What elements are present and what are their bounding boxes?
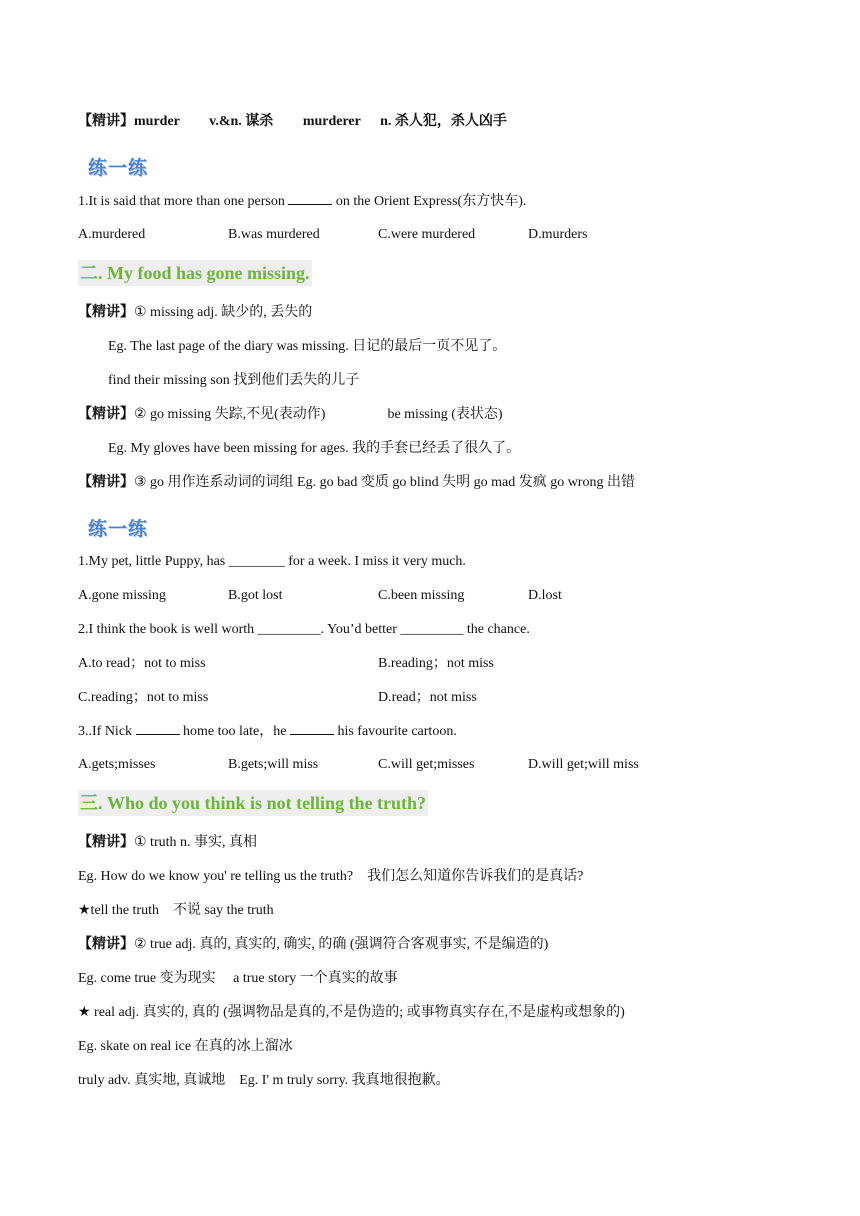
practice-label: 练一练 xyxy=(88,518,149,540)
jingjiang-tag: 【精讲】 xyxy=(78,114,134,129)
option-a: A.to read；not to miss xyxy=(78,656,206,671)
option-d: D.read；not miss xyxy=(378,690,477,705)
question-1-puppy: 1.My pet, little Puppy, has ________ for a week. I miss it very much. xyxy=(78,554,466,569)
option-b: B.was murdered xyxy=(228,227,320,242)
section-heading-2: 二. My food has gone missing. xyxy=(78,260,312,286)
jingjiang-truth: 【精讲】① truth n. 事实, 真相 xyxy=(78,835,257,850)
note-line: ★ real adj. 真实的, 真的 (强调物品是真的,不是伪造的; 或事物真实存在,不是虚构或想象的) xyxy=(78,1005,625,1020)
option-d: D.lost xyxy=(528,588,562,603)
example-line: Eg. The last page of the diary was missing. 日记的最后一页不见了。 xyxy=(108,339,507,354)
option-d: D.will get;will miss xyxy=(528,757,639,772)
example-line: find their missing son 找到他们丢失的儿子 xyxy=(108,373,360,388)
option-c: C.reading；not to miss xyxy=(78,690,209,705)
option-c: C.will get;misses xyxy=(378,757,475,772)
word-murder: murder xyxy=(134,114,180,129)
example-line: Eg. My gloves have been missing for ages. 我的手套已经丢了很久了。 xyxy=(108,441,521,456)
example-line: truly adv. 真实地, 真诚地 Eg. I' m truly sorry. 我真地很抱歉。 xyxy=(78,1073,450,1088)
answer-blank xyxy=(290,721,334,735)
answer-blank xyxy=(136,721,180,735)
example-line: Eg. How do we know you' re telling us the truth? 我们怎么知道你告诉我们的是真话? xyxy=(78,869,584,884)
option-a: A.gone missing xyxy=(78,588,166,603)
example-line: Eg. skate on real ice 在真的冰上溜冰 xyxy=(78,1039,293,1054)
option-a: A.murdered xyxy=(78,227,146,242)
option-b: B.gets;will miss xyxy=(228,757,319,772)
jingjiang-go-missing: 【精讲】② go missing 失踪,不见(表动作) be missing (表状态) xyxy=(78,407,503,422)
note-line: ★tell the truth 不说 say the truth xyxy=(78,903,274,918)
option-d: D.murders xyxy=(528,227,588,242)
cn-murder: 谋杀 xyxy=(245,114,274,129)
option-b: B.reading；not miss xyxy=(378,656,494,671)
practice-label: 练一练 xyxy=(88,157,149,179)
option-b: B.got lost xyxy=(228,588,283,603)
jingjiang-go-linking: 【精讲】③ go 用作连系动词的词组 Eg. go bad 变质 go blind 失明 go mad 发疯 go wrong 出错 xyxy=(78,475,635,490)
option-c: C.been missing xyxy=(378,588,465,603)
jingjiang-missing: 【精讲】① missing adj. 缺少的, 丢失的 xyxy=(78,305,313,320)
section-heading-3: 三. Who do you think is not telling the truth? xyxy=(78,790,428,816)
question-1-orient: 1.It is said that more than one person on the Orient Express(东方快车). xyxy=(78,191,526,212)
question-2-book: 2.I think the book is well worth _________. You’d better _________ the chance. xyxy=(78,622,530,637)
jingjiang-murder xyxy=(78,112,507,132)
example-line: Eg. come true 变为现实 a true story 一个真实的故事 xyxy=(78,971,398,986)
jingjiang-true: 【精讲】② true adj. 真的, 真实的, 确实, 的确 (强调符合客观事实, 不是编造的) xyxy=(78,937,549,952)
option-c: C.were murdered xyxy=(378,227,476,242)
pos-murder: v.&n. xyxy=(209,114,242,129)
cn-murderer: 杀人犯，杀人凶手 xyxy=(394,114,507,129)
option-a: A.gets;misses xyxy=(78,757,156,772)
question-3-nick: 3..If Nick home too late，he his favourite cartoon. xyxy=(78,721,457,742)
word-murderer: murderer xyxy=(302,114,361,129)
answer-blank xyxy=(288,191,332,205)
pos-murderer: n. xyxy=(380,114,392,129)
